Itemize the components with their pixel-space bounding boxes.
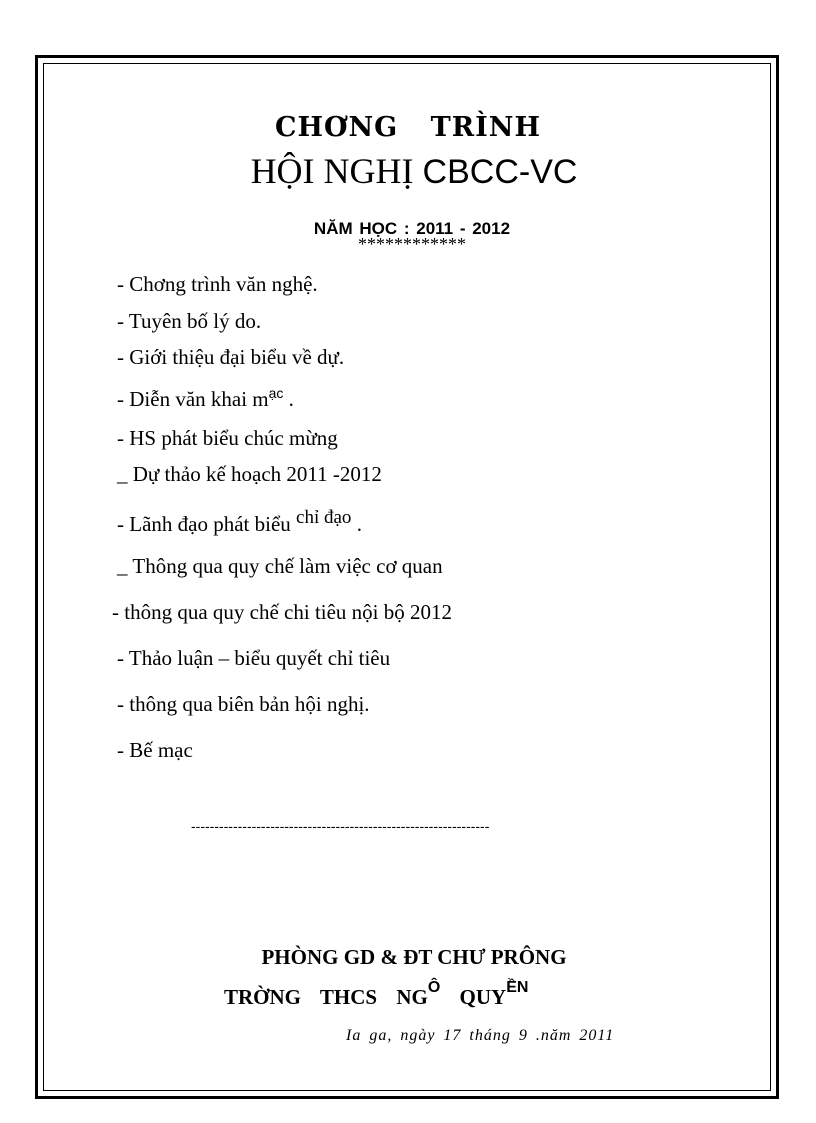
- agenda-item-7: [117, 507, 362, 537]
- agenda-item-4-end: .: [283, 387, 294, 411]
- conference-title-cbcc: CBCC-VC: [422, 153, 578, 191]
- agenda-item-11: - thông qua biên bản hội nghị.: [117, 692, 370, 716]
- agenda-item-7-end: .: [351, 512, 362, 536]
- school-name-a: TRỜNG THCS NG: [224, 985, 428, 1009]
- program-title: CHƠNG TRÌNH: [274, 112, 541, 143]
- agenda-item-8: _ Thông qua quy chế làm việc cơ quan: [117, 554, 443, 578]
- conference-title-main: HỘI NGHỊ: [250, 151, 414, 191]
- agenda-item-2: - Tuyên bố lý do.: [117, 309, 262, 333]
- agenda-item-9: - thông qua quy chế chi tiêu nội bộ 2012: [112, 600, 453, 624]
- signing-date: Ia ga, ngày 17 tháng 9 .năm 2011: [346, 1027, 615, 1044]
- agenda-item-7-text: - Lãnh đạo phát biểu: [117, 512, 297, 536]
- school-name: [224, 979, 529, 1010]
- department-name: PHÒNG GD & ĐT CHƯ PRÔNG: [261, 945, 567, 969]
- agenda-item-7-sup: chỉ đạo: [296, 507, 352, 528]
- agenda-item-3: - Giới thiệu đại biểu về dự.: [117, 345, 345, 369]
- agenda-item-1: - Chơng trình văn nghệ.: [117, 272, 318, 296]
- agenda-item-4-text: - Diễn văn khai m: [117, 387, 269, 411]
- agenda-item-4-sup: ạc: [268, 385, 284, 401]
- agenda-item-5: - HS phát biểu chúc mừng: [117, 426, 338, 450]
- agenda-item-6: _ Dự thảo kế hoạch 2011 -2012: [117, 462, 382, 486]
- agenda-item-10: - Thảo luận – biểu quyết chỉ tiêu: [117, 646, 391, 670]
- school-year: NĂM HỌC : 2011 - 2012: [313, 219, 511, 238]
- star-divider: ************: [358, 234, 466, 254]
- school-name-sup1: Ô: [427, 979, 441, 996]
- agenda-item-4: [117, 387, 294, 412]
- dashed-divider: ----------------------------------------------------------------: [191, 818, 490, 834]
- school-name-b: QUY: [440, 985, 507, 1009]
- agenda-item-12: - Bế mạc: [117, 738, 193, 762]
- conference-title: [0, 150, 816, 192]
- school-name-sup2: ỀN: [506, 979, 529, 996]
